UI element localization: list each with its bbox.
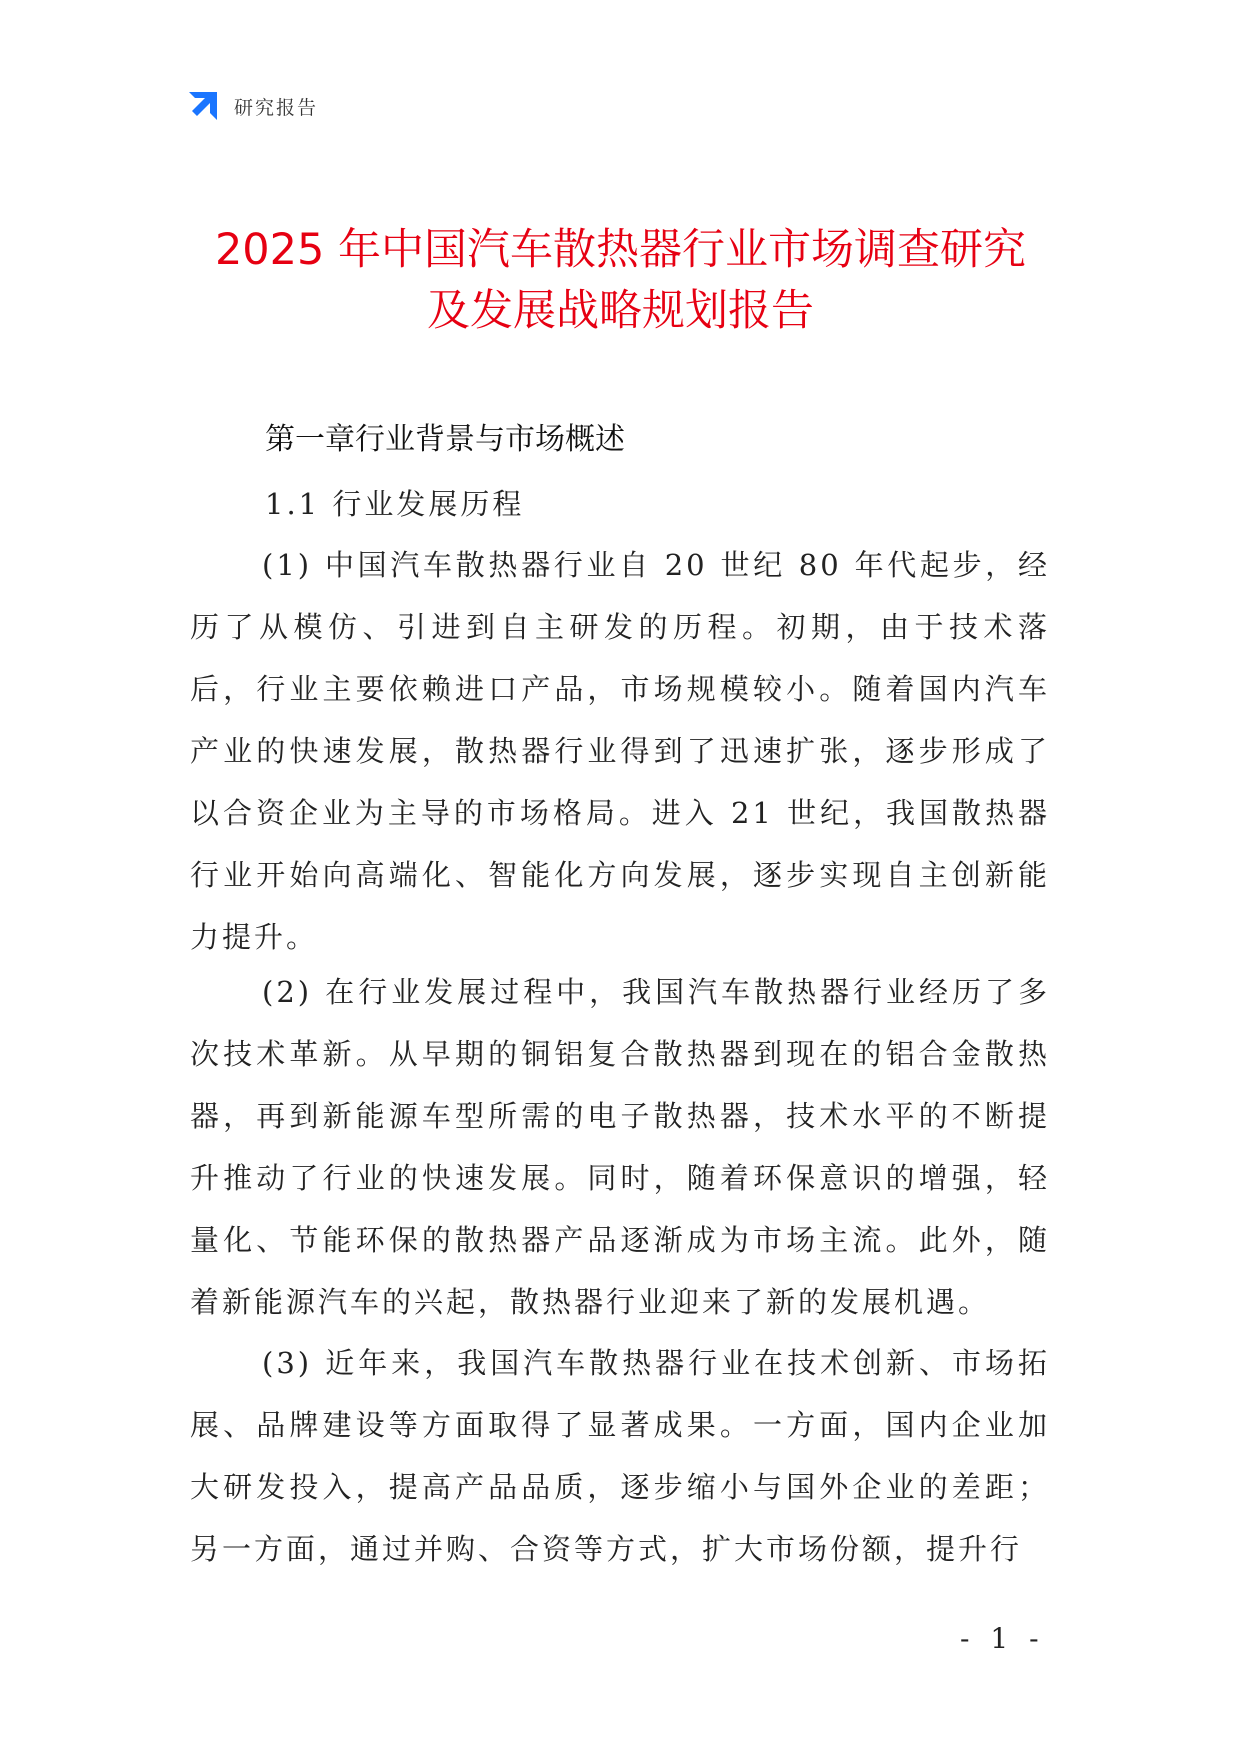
page-number: - 1 - [960, 1622, 1045, 1655]
body-paragraph-3: (3) 近年来，我国汽车散热器行业在技术创新、市场拓展、品牌建设等方面取得了显著成果。一方面，国内企业加大研发投入，提高产品品质，逐步缩小与国外企业的差距；另一方面，通过并购、合资等方式，扩大市场份额，提升行 [190, 1346, 1050, 1566]
report-header [186, 88, 318, 124]
section-heading: 1.1 行业发展历程 [265, 487, 525, 521]
arrow-logo-icon [186, 89, 220, 123]
report-title-line-1: 2025 年中国汽车散热器行业市场调查研究 [214, 225, 1027, 275]
header-label: 研究报告 [234, 96, 319, 119]
report-title-line-2: 及发展战略规划报告 [427, 286, 814, 336]
chapter-heading: 第一章行业背景与市场概述 [265, 422, 625, 457]
body-paragraph-2: (2) 在行业发展过程中，我国汽车散热器行业经历了多次技术革新。从早期的铜铝复合散热器到现在的铝合金散热器，再到新能源车型所需的电子散热器，技术水平的不断提升推动了行业的快速发展。同时，随着环保意识的增强，轻量化、节能环保的散热器产品逐渐成为市场主流。此外，随着新能源汽车的兴起，散热器行业迎来了新的发展机遇。 [190, 975, 1050, 1319]
body-paragraph-1: (1) 中国汽车散热器行业自 20 世纪 80 年代起步，经历了从模仿、引进到自主研发的历程。初期，由于技术落后，行业主要依赖进口产品，市场规模较小。随着国内汽车产业的快速发展，散热器行业得到了迅速扩张，逐步形成了以合资企业为主导的市场格局。进入 21 世纪，我国散热器行业开始向高端化、智能化方向发展，逐步实现自主创新能力提升。 [190, 548, 1050, 954]
